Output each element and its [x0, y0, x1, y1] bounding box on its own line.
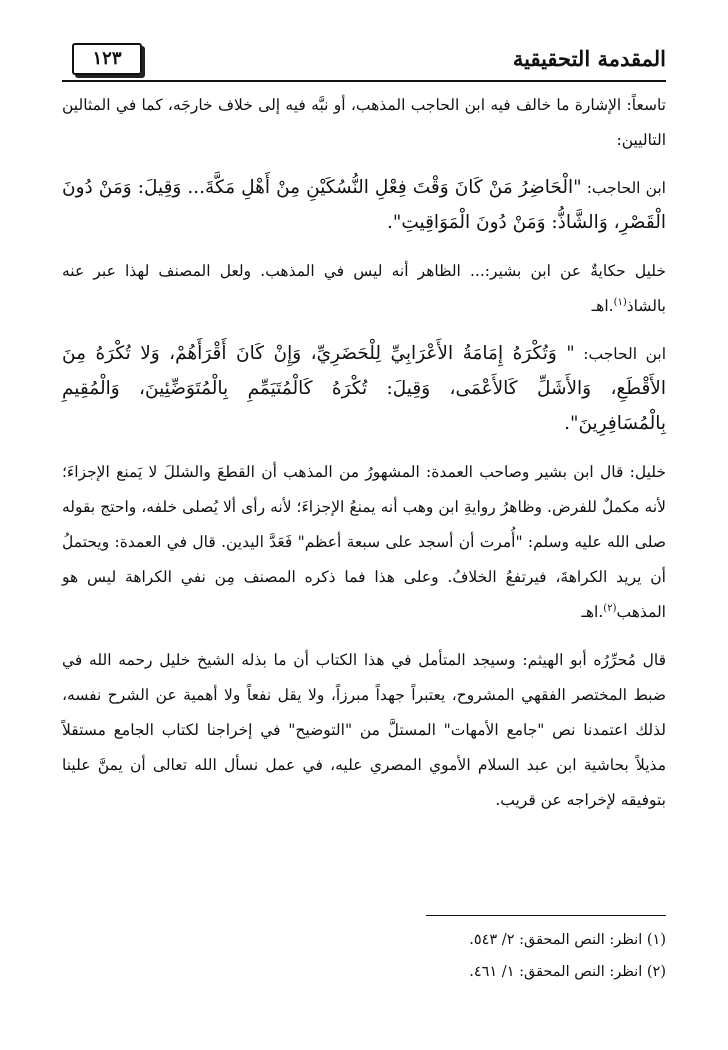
header-rule [62, 80, 666, 82]
running-title: المقدمة التحقيقية [512, 46, 666, 71]
paragraph-1-text: تاسعاً: الإشارة ما خالف فيه ابن الحاجب المذهب، أو نبَّه فيه إلى خلاف خارجَه، كما في المثالين التاليين: [62, 96, 666, 149]
paragraph-2-quote: "الْحَاضِرُ مَنْ كَانَ وَقْتَ فِعْلِ النُّسُكَيْنِ مِنْ أَهْلِ مَكَّةَ... وَقِيلَ: وَمَنْ دُونَ الْقَصْرِ، وَالشَّاذُّ: وَمَنْ دُونَ الْمَوَاقِيتِ". [62, 177, 666, 233]
paragraph-3-tail: .اهـ [591, 297, 614, 315]
paragraph-5-text: خليل: قال ابن بشير وصاحب العمدة: المشهورُ من المذهب أن القطعَ والشللَ لا يَمنع الإجزاءَ؛ لأنه مكملٌ للفرض. وظاهرُ روايةِ ابن وهب أنه يمنعُ الإجزاءَ؛ لأنه رأى ألا يُصلى خلفه، واحتج بقوله صلى الله عليه وسلم: "أُمرت أن أسجد على سبعة أعظم" فَعَدَّ اليدين. قال في العمدة: ويحتملُ أن يريد الكراهةَ، فيرتفعُ الخلافُ. وعلى هذا فما ذكره المصنف مِن نفي الكراهة ليس هو المذهب [62, 463, 666, 621]
page-number: ١٢٣ [72, 43, 142, 75]
footnote-ref-1[interactable]: (١) [613, 296, 627, 308]
paragraph-5 [62, 455, 666, 630]
paragraph-1 [62, 88, 666, 158]
footnote-1: (١) انظر: النص المحقق: ٢/ ٥٤٣. [469, 932, 666, 948]
paragraph-3 [62, 254, 666, 324]
paragraph-4-lead: ابن الحاجب: [574, 345, 666, 363]
paragraph-2-lead: ابن الحاجب: [581, 179, 666, 197]
footnote-ref-2[interactable]: (٢) [603, 602, 617, 614]
paragraph-5-tail: .اهـ [581, 603, 604, 621]
paragraph-4-quote: " وَتُكْرَهُ إِمَامَةُ الأَعْرَابِيِّ لِلْحَضَرِيِّ، وَإِنْ كَانَ أَقْرَأَهُمْ، وَلا تُكْرَهُ مِنَ الأَقْطَعِ، وَالأَشَلِّ كَالأَعْمَى، وَقِيلَ: تُكْرَهُ كَالْمُتَيَمِّمِ بِالْمُتَوَضِّئِينَ، وَالْمُقِيمِ بِالْمُسَافِرِينَ". [62, 343, 666, 434]
paragraph-3-text: خليل حكايةٌ عن ابن بشير:... الظاهر أنه ليس في المذهب. ولعل المصنف لهذا عبر عنه بالشاذ [62, 262, 666, 315]
footnote-2: (٢) انظر: النص المحقق: ١/ ٤٦١. [469, 964, 666, 980]
footnote-rule [426, 915, 666, 916]
paragraph-2 [62, 171, 666, 241]
page-header [62, 40, 666, 80]
paragraph-4 [62, 337, 666, 442]
footnotes [62, 915, 666, 988]
body-text [62, 88, 666, 831]
paragraph-6 [62, 643, 666, 818]
page-frame [62, 40, 666, 1030]
paragraph-6-text: قال مُحرِّرُه أبو الهيثم: وسيجد المتأمل في هذا الكتاب أن ما بذله الشيخ خليل رحمه الله في ضبط المختصر الفقهي المشروح، يعتبراً جهداً مبرزاً، ولا يقل نفعاً ولا أهمية عن الشرح نفسه، لذلك اعتمدنا نص "جامع الأمهات" المستلَّ من "التوضيح" في إخراجنا لكتاب الجامع مستقلاً مذيلاً بحاشية ابن عبد السلام الأموي المصري عليه، في عمل نسأل الله تعالى أن يمنَّ علينا بتوفيقه لإخراجه عن قريب. [62, 651, 666, 809]
